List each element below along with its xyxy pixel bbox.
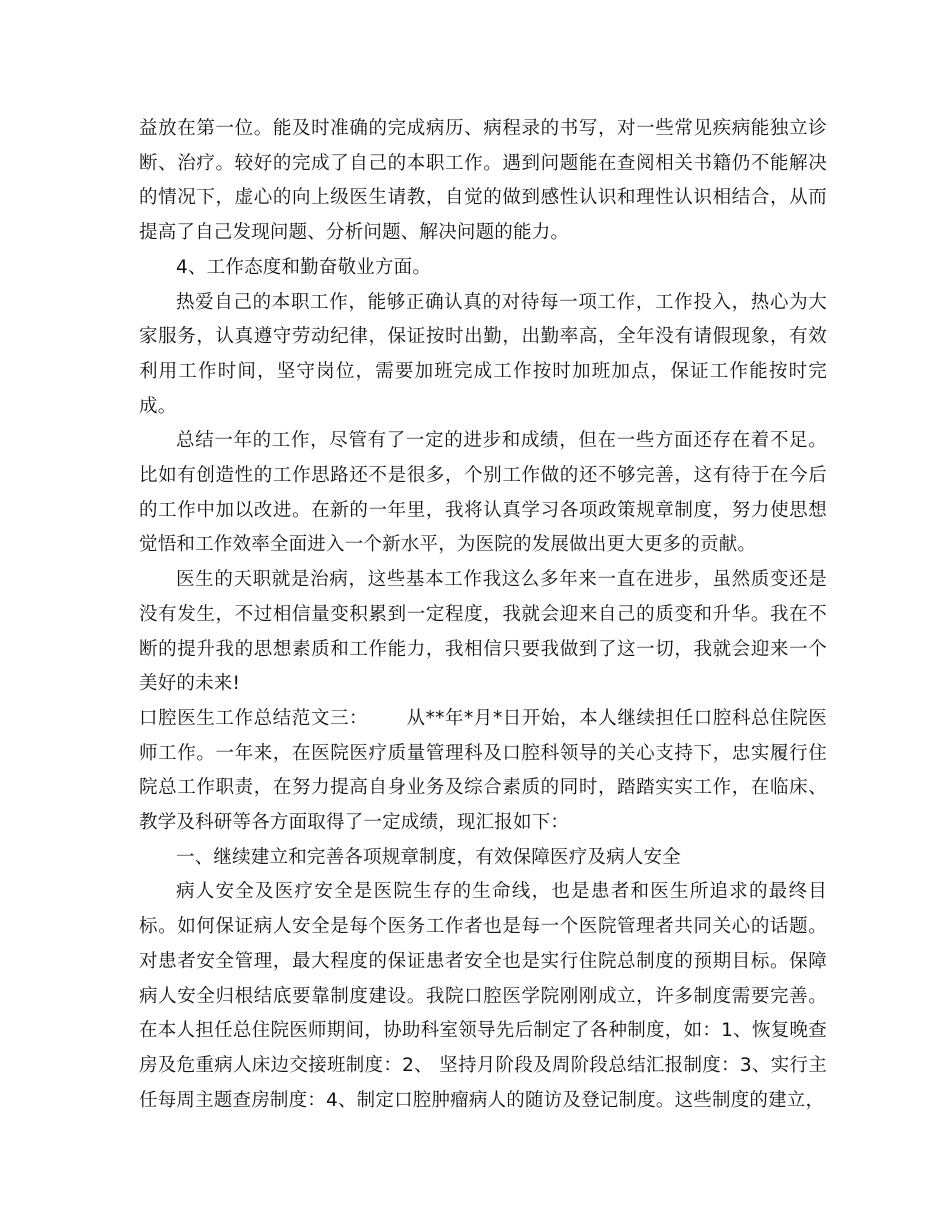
section-heading-regulations: 一、继续建立和完善各项规章制度，有效保障医疗及病人安全 [176, 846, 681, 868]
paragraph-work-attitude: 热爱自己的本职工作，能够正确认真的对待每一项工作，工作投入，热心为大家服务，认真遵守劳动纪律，保证按时出勤，出勤率高，全年没有请假现象，有效利用工作时间，坚守岗位，需要加班完成工作按时加班加点，保证工作能按时完成。 [139, 291, 827, 417]
sample-three-intro: 从**年*月*日开始，本人继续担任口腔科总住院医师工作。一年来，在医院医疗质量管理科及口腔科领导的关心支持下，忠实履行住院总工作职责，在努力提高自身业务及综合素质的同时，踏踏实实工作，在临床、教学及科研等各方面取得了一定成绩，现汇报如下： [139, 707, 827, 834]
document-body [139, 112, 827, 1118]
paragraph-continuation: 益放在第一位。能及时准确的完成病历、病程录的书写，对一些常见疾病能独立诊断、治疗。较好的完成了自己的本职工作。遇到问题能在查阅相关书籍仍不能解决的情况下，虚心的向上级医生请教，自觉的做到感性认识和理性认识相结合，从而提高了自己发现问题、分析问题、解决问题的能力。 [139, 118, 827, 244]
paragraph-year-summary: 总结一年的工作，尽管有了一定的进步和成绩，但在一些方面还存在着不足。比如有创造性的工作思路还不是很多，个别工作做的还不够完善，这有待于在今后的工作中加以改进。在新的一年里，我将认真学习各项政策规章制度，努力使思想觉悟和工作效率全面进入一个新水平，为医院的发展做出更大更多的贡献。 [139, 430, 827, 556]
paragraph-patient-safety: 病人安全及医疗安全是医院生存的生命线，也是患者和医生所追求的最终目标。如何保证病人安全是每个医务工作者也是每一个医院管理者共同关心的话题。对患者安全管理，最大程度的保证患者安全也是实行住院总制度的预期目标。保障病人安全归根结底要靠制度建设。我院口腔医学院刚刚成立，许多制度需要完善。在本人担任总住院医师期间，协助科室领导先后制定了各种制度，如：1、恢复晚查房及危重病人床边交接班制度：2、 坚持月阶段及周阶段总结汇报制度：3、实行主任每周主题查房制度：4、制定口腔肿瘤病人的随访及登记制度。这些制度的建立， [139, 881, 827, 1111]
paragraph-doctor-duty: 医生的天职就是治病，这些基本工作我这么多年来一直在进步，虽然质变还是没有发生，不过相信量变积累到一定程度，我就会迎来自己的质变和升华。我在不断的提升我的思想素质和工作能力，我相信只要我做到了这一切，我就会迎来一个美好的未来! [139, 569, 827, 695]
paragraph-sample-three [139, 702, 827, 841]
section-heading-work-attitude: 4、工作态度和勤奋敬业方面。 [176, 256, 432, 278]
sample-three-title: 口腔医生工作总结范文三： [139, 707, 369, 729]
